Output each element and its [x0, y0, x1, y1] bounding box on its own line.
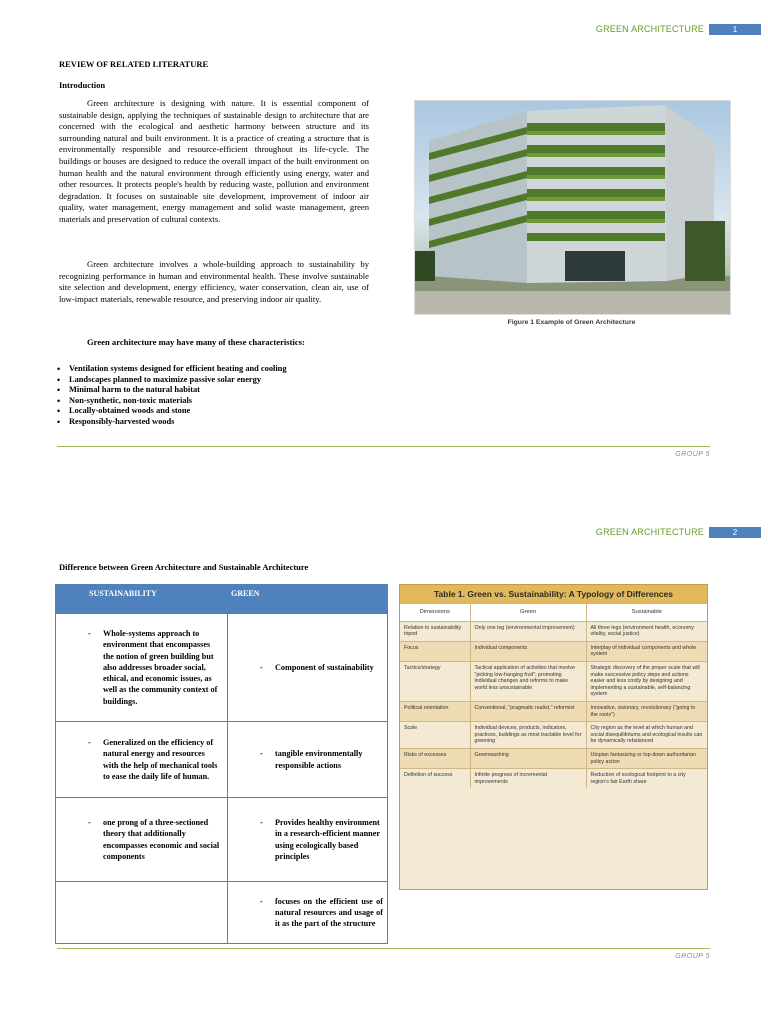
- typology-row: [400, 621, 707, 641]
- table-cell: [228, 722, 388, 798]
- green-building-photo: [414, 100, 731, 315]
- cell-text: Generalized on the efficiency of natural energy and resources with the help of mechanical tools to ease the daily life of human.: [103, 738, 218, 781]
- dash-marker: -: [88, 629, 91, 639]
- table-cell: [228, 882, 388, 944]
- typology-cell: Political orientation: [400, 701, 470, 721]
- column-header-sustainability: SUSTAINABILITY: [56, 585, 228, 614]
- typology-cell: All three legs (environment health, economy vitality, social justice): [586, 621, 707, 641]
- page1-header-title: GREEN ARCHITECTURE: [595, 24, 704, 34]
- page1-page-number: 1: [709, 24, 761, 35]
- list-item: • Minimal harm to the natural habitat: [57, 385, 377, 396]
- typology-cell: Innovative, visionary, revolutionary ("going to the roots"): [586, 701, 707, 721]
- list-item: • Ventilation systems designed for efficient heating and cooling: [57, 364, 377, 375]
- page2-header-title: GREEN ARCHITECTURE: [595, 527, 704, 537]
- page1-heading: REVIEW OF RELATED LITERATURE: [59, 59, 209, 69]
- page2-heading: Difference between Green Architecture and Sustainable Architecture: [59, 562, 309, 572]
- typology-header-row: [400, 604, 707, 622]
- dash-marker: -: [260, 662, 263, 672]
- dash-marker: -: [88, 818, 91, 828]
- typology-table: [399, 584, 708, 890]
- typology-row: [400, 769, 707, 789]
- typology-cell: Tactics/strategy: [400, 661, 470, 701]
- typology-row: [400, 748, 707, 768]
- table-cell: [56, 882, 228, 944]
- list-item: • Locally-obtained woods and stone: [57, 406, 377, 417]
- typology-row: [400, 701, 707, 721]
- typology-cell: City region as the level at which human and social disequilibriums and ecological insults can be dynamically rebalanced: [586, 722, 707, 749]
- cell-text: Component of sustainability: [275, 662, 374, 672]
- page1-footer: GROUP 5: [675, 451, 710, 458]
- typology-cell: Scale: [400, 722, 470, 749]
- typology-column-header: Green: [470, 604, 586, 622]
- page1-footer-rule: [57, 446, 710, 447]
- typology-cell: Infinite progress of incremental improvements: [470, 769, 586, 789]
- table-cell: [56, 614, 228, 722]
- table-row: [56, 722, 388, 798]
- typology-cell: Interplay of individual components and whole system: [586, 641, 707, 661]
- list-item: • Non-synthetic, non-toxic materials: [57, 396, 377, 407]
- list-item: • Landscapes planned to maximize passive solar energy: [57, 375, 377, 386]
- typology-title: Table 1. Green vs. Sustainability: A Typology of Differences: [400, 585, 707, 603]
- typology-cell: Tactical application of activities that involve "picking low-hanging fruit"; promoting individual changes and reforms to make world less unsustainable: [470, 661, 586, 701]
- building-illustration: [415, 101, 730, 314]
- page2-footer: GROUP 5: [675, 953, 710, 960]
- typology-row: [400, 641, 707, 661]
- typology-row: [400, 722, 707, 749]
- table-cell: [228, 614, 388, 722]
- page2-footer-rule: [57, 948, 710, 949]
- table-cell: [56, 798, 228, 882]
- comparison-table: [55, 584, 388, 944]
- typology-cell: Conventional, "pragmatic realist," reformist: [470, 701, 586, 721]
- page1-paragraph-1: Green architecture is designing with nature. It is essential component of sustainable design, applying the techniques of sustainable design to architecture that are concerned with the ecological and aesthetic harmony between structure and its surrounding natural and built environment. It is a practice of creating a structure that is environmentally responsible and resource-efficient throughout its life-cycle. The buildings or houses are designed to reduce the overall impact of the built environment on human health and the natural environment through efficiently using energy, water and other resources. It protects people's health by reducing waste, pollution and environment degradation. It focuses on sustainable site development, improvement of indoor air quality, water management, energy management and solid waste management, green materials and preservation of cultural contexts.: [59, 98, 369, 224]
- page1-paragraph-3: Green architecture may have many of these characteristics:: [87, 337, 305, 347]
- cell-text: Whole-systems approach to environment that encompasses the notion of green building but also addresses broader social, ethical, and economic issues, as well as the community context of buildings.: [103, 629, 218, 706]
- typology-grid: [400, 603, 707, 788]
- typology-cell: Relation to sustainability tripod: [400, 621, 470, 641]
- typology-cell: Individual components: [470, 641, 586, 661]
- page1-subheading: Introduction: [59, 80, 106, 90]
- typology-cell: Individual devices, products, indicators, practices, buildings as most tractable level for greening: [470, 722, 586, 749]
- typology-row: [400, 661, 707, 701]
- typology-cell: Strategic discovery of the proper scale that will make successive policy steps and actions easier and less costly by designing and implementing a sustainable, self-balancing system: [586, 661, 707, 701]
- cell-text: one prong of a three-sectioned theory that additionally encompasses economic and social components: [103, 818, 220, 861]
- typology-column-header: Sustainable: [586, 604, 707, 622]
- typology-cell: Only one leg (environmental improvement): [470, 621, 586, 641]
- typology-column-header: Dimensions: [400, 604, 470, 622]
- dash-marker: -: [260, 818, 263, 828]
- dash-marker: -: [88, 738, 91, 748]
- typology-cell: Greenwashing: [470, 748, 586, 768]
- table-cell: [56, 722, 228, 798]
- cell-text: Provides healthy environment in a research-efficient manner using ecologically based principles: [275, 818, 380, 861]
- list-item: • Responsibly-harvested woods: [57, 417, 377, 428]
- typology-cell: Focus: [400, 641, 470, 661]
- table-row: [56, 614, 388, 722]
- page1-paragraph-2: Green architecture involves a whole-building approach to sustainability by recognizing performance in human and environmental health. These involve sustainable site selection and development, energy efficiency, water conservation, clean air, use of low-impact materials, renewable resource, and preserving indoor air quality.: [59, 259, 369, 304]
- typology-cell: Definition of success: [400, 769, 470, 789]
- table-row: [56, 882, 388, 944]
- cell-text: tangible environmentally responsible actions: [275, 749, 363, 770]
- typology-cell: Utopian fantasizing or top-down authoritarian policy action: [586, 748, 707, 768]
- typology-cell: Risks of excesses: [400, 748, 470, 768]
- figure-caption: Figure 1 Example of Green Architecture: [507, 319, 636, 326]
- cell-text: focuses on the efficient use of natural resources and usage of it as the part of the structure: [275, 896, 383, 929]
- column-header-green: GREEN: [228, 585, 388, 614]
- dash-marker: -: [260, 749, 263, 759]
- typology-cell: Reduction of ecological footprint to a city region's fair Earth share: [586, 769, 707, 789]
- dash-marker: -: [260, 896, 263, 906]
- table-row: [56, 798, 388, 882]
- table-header-row: [56, 585, 388, 614]
- characteristics-list: [57, 364, 377, 428]
- page2-page-number: 2: [709, 527, 761, 538]
- table-cell: [228, 798, 388, 882]
